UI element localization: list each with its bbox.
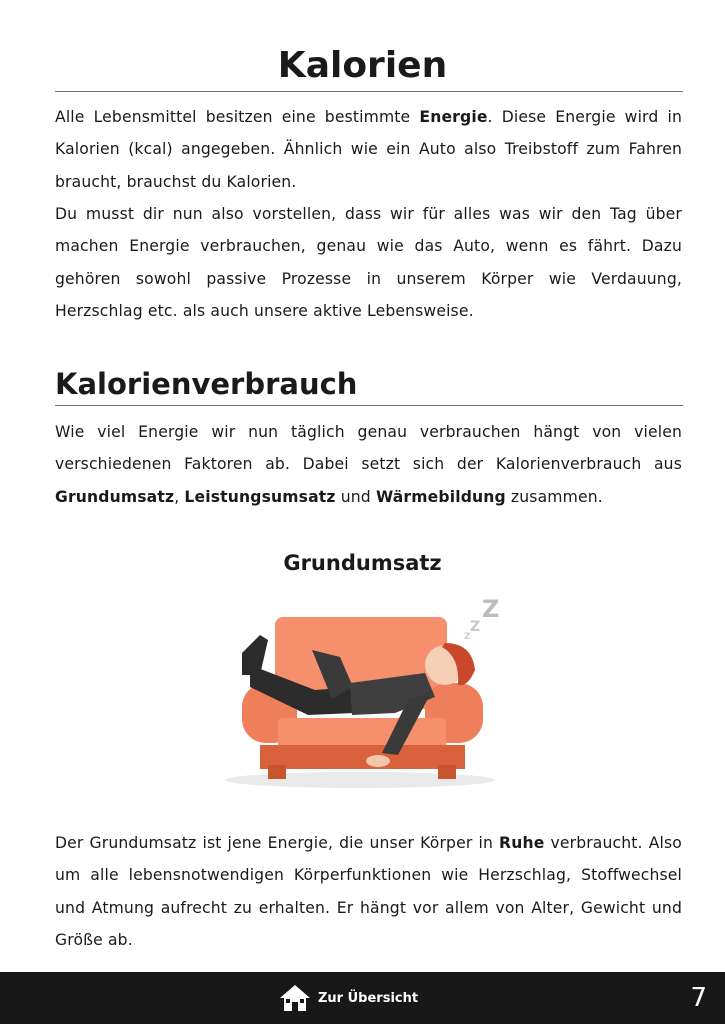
sofa-left-leg bbox=[268, 765, 286, 779]
page-title: Kalorien bbox=[277, 45, 448, 86]
home-icon bbox=[278, 983, 312, 1013]
sofa-base bbox=[260, 745, 465, 769]
sleeping-man-on-sofa-illustration bbox=[220, 595, 510, 795]
man-shoe bbox=[242, 635, 268, 675]
section-paragraph: Wie viel Energie wir nun täglich genau verbrauchen hängt von vielen verschiedenen Faktoren ab. Dabei setzt sich der Kalorienverbrauch aus Grundumsatz, Leistungsumsatz und Wärmebildung zusammen. bbox=[55, 423, 682, 506]
overview-link-label: Zur Übersicht bbox=[318, 990, 419, 1006]
overview-link[interactable] bbox=[278, 982, 418, 1014]
man-hand bbox=[366, 755, 390, 767]
intro-paragraph-2: Du musst dir nun also vorstellen, dass wir für alles was wir den Tag über machen Energie verbrauchen, genau wie das Auto, wenn es fährt. Dazu gehören sowohl passive Prozesse in unserem Körper wie Verdauung, Herzschlag etc. als auch unsere aktive Lebensweise. bbox=[55, 205, 682, 321]
subsection-heading: Grundumsatz bbox=[283, 551, 442, 575]
intro-paragraph: Alle Lebensmittel besitzen eine bestimmte Energie. Diese Energie wird in Kalorien (kcal) angegeben. Ähnlich wie ein Auto also Treibstoff zum Fahren braucht, brauchst du Kalorien. bbox=[55, 108, 682, 191]
title-divider bbox=[55, 91, 683, 92]
svg-text:Z: Z bbox=[464, 632, 471, 642]
section-heading: Kalorienverbrauch bbox=[55, 367, 358, 401]
footer-bar bbox=[0, 972, 725, 1024]
svg-text:Z: Z bbox=[470, 619, 481, 635]
sofa-right-leg bbox=[438, 765, 456, 779]
page-number: 7 bbox=[690, 983, 707, 1013]
svg-text:Z: Z bbox=[482, 595, 500, 623]
subsection-paragraph: Der Grundumsatz ist jene Energie, die unser Körper in Ruhe verbraucht. Also um alle lebensnotwendigen Körperfunktionen wie Herzschlag, Stoffwechsel und Atmung aufrecht zu erhalten. Er hängt vor allem von Alter, Gewicht und Größe ab. bbox=[55, 834, 682, 950]
section-divider bbox=[55, 405, 683, 406]
